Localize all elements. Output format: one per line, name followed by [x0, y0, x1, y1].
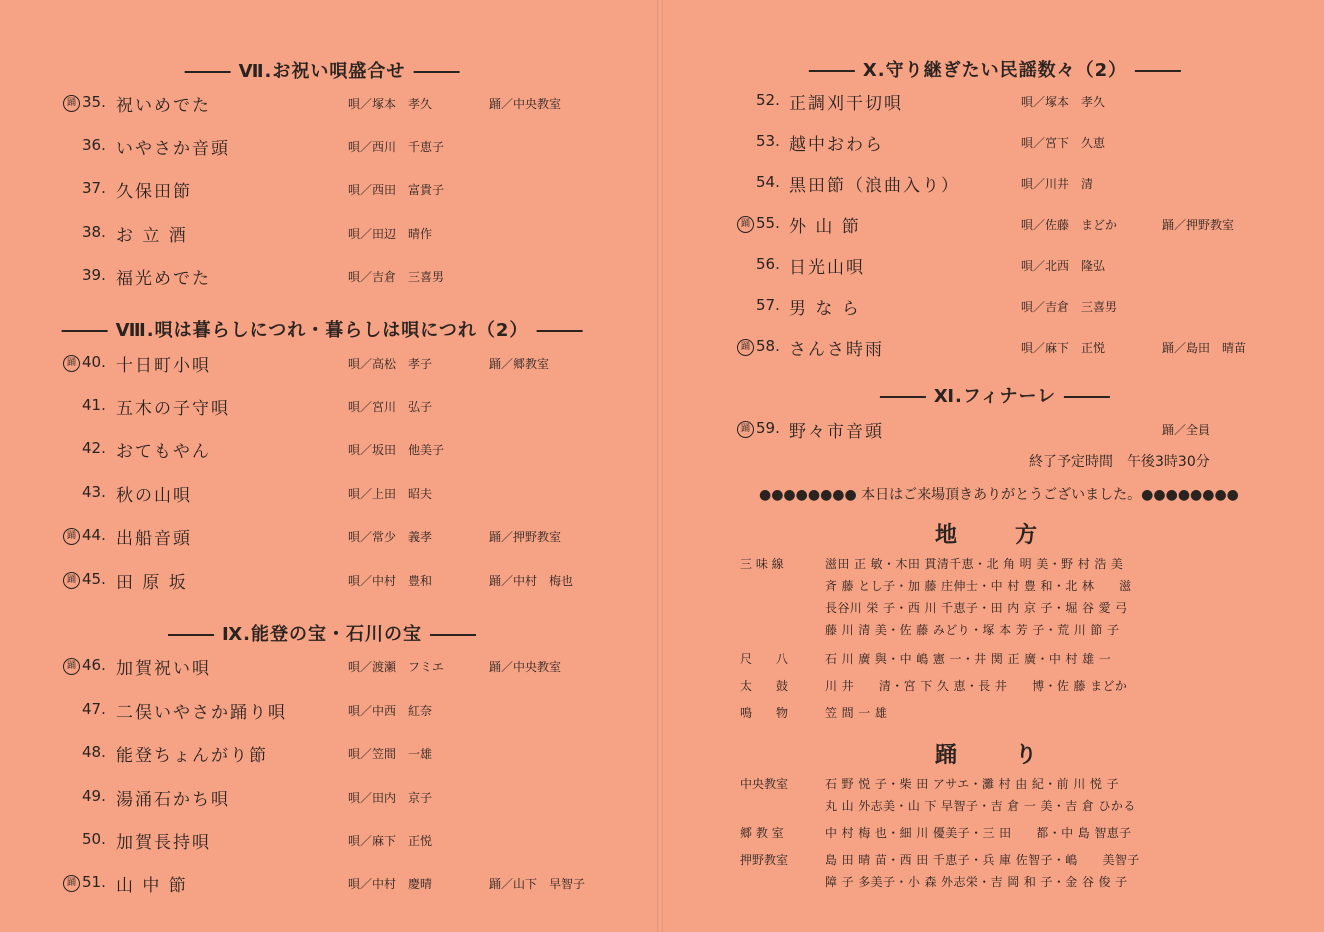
heading-rule-right: [1135, 70, 1181, 72]
item-number: 41.: [82, 396, 106, 414]
item-singer: 唄／西川 千恵子: [348, 140, 445, 154]
item-number: 55.: [756, 214, 780, 232]
section-heading: [872, 382, 1118, 408]
item-title: さんさ時雨: [789, 340, 884, 360]
item-singer: 唄／麻下 正悦: [348, 834, 433, 848]
section-heading: [801, 56, 1189, 82]
roster-names: 島 田 晴 苗・西 田 千恵子・兵 庫 佐智子・嶋 美智子: [825, 853, 1140, 867]
item-title: 黒田節（浪曲入り）: [789, 176, 960, 196]
item-number: 42.: [82, 439, 106, 457]
roster-names: 石 川 廣 與・中 嶋 憲 一・井 関 正 廣・中 村 雄 一: [825, 652, 1112, 666]
item-title: 日光山唄: [789, 258, 865, 278]
dance-mark-icon: 踊: [63, 95, 80, 112]
item-number: 39.: [82, 266, 106, 284]
roster-label: 尺 八: [740, 652, 789, 666]
section-heading: [54, 316, 591, 342]
heading-rule-left: [62, 330, 108, 332]
item-singer: 唄／麻下 正悦: [1021, 341, 1106, 355]
item-singer: 唄／渡瀬 フミエ: [348, 660, 445, 674]
item-title: 出船音頭: [116, 529, 192, 549]
item-title: 男 な ら: [789, 299, 861, 319]
roster-names: 石 野 悦 子・柴 田 アサエ・灘 村 由 紀・前 川 悦 子: [825, 777, 1119, 791]
dance-mark-icon: 踊: [63, 572, 80, 589]
section-heading-text: Ⅸ.能登の宝・石川の宝: [221, 624, 423, 645]
item-number: 51.: [82, 873, 106, 891]
roster-label: 押野教室: [740, 853, 789, 867]
roster-label: 三 味 線: [740, 557, 784, 571]
item-title: 久保田節: [116, 182, 192, 202]
item-singer: 唄／西田 富貴子: [348, 183, 445, 197]
item-number: 36.: [82, 136, 106, 154]
roster-names: 斉 藤 とし子・加 藤 庄伸士・中 村 豊 和・北 林 滋: [825, 579, 1132, 593]
heading-rule-left: [168, 634, 214, 636]
item-number: 47.: [82, 700, 106, 718]
item-singer: 唄／中村 豊和: [348, 574, 433, 588]
item-singer: 唄／塚本 孝久: [348, 97, 433, 111]
item-title: 福光めでた: [116, 269, 211, 289]
odori-title: 踊 り: [934, 743, 1056, 768]
roster-names: 川 井 清・宮 下 久 恵・長 井 博・佐 藤 まどか: [825, 679, 1128, 693]
item-dance: 踊／山下 早智子: [489, 877, 586, 891]
dance-mark-icon: 踊: [737, 216, 754, 233]
item-title: 外 山 節: [789, 217, 861, 237]
item-title: 能登ちょんがり節: [116, 746, 268, 766]
item-title: お 立 酒: [116, 226, 188, 246]
roster-names: 長谷川 栄 子・西 川 千恵子・田 内 京 子・堀 谷 愛 弓: [825, 601, 1128, 615]
item-number: 49.: [82, 787, 106, 805]
item-dance: 踊／全員: [1162, 423, 1211, 437]
item-title: 越中おわら: [789, 135, 884, 155]
heading-rule-left: [809, 70, 855, 72]
item-singer: 唄／高松 孝子: [348, 357, 433, 371]
heading-rule-left: [185, 71, 231, 73]
item-number: 44.: [82, 526, 106, 544]
item-dance: 踊／中央教室: [489, 660, 562, 674]
item-title: 祝いめでた: [116, 96, 211, 116]
roster-label: 太 鼓: [740, 679, 789, 693]
heading-rule-right: [413, 71, 459, 73]
item-title: 田 原 坂: [116, 573, 188, 593]
item-number: 46.: [82, 656, 106, 674]
item-singer: 唄／常少 義孝: [348, 530, 433, 544]
item-number: 54.: [756, 173, 780, 191]
item-number: 56.: [756, 255, 780, 273]
dance-mark-icon: 踊: [737, 339, 754, 356]
thanks-message: ●●●●●●●● 本日はご来場頂きありがとうございました。●●●●●●●●: [759, 487, 1239, 503]
roster-names: 中 村 梅 也・細 川 優美子・三 田 都・中 島 智恵子: [825, 826, 1132, 840]
item-number: 59.: [756, 419, 780, 437]
roster-label: 中央教室: [740, 777, 789, 791]
item-dance: 踊／島田 晴苗: [1162, 341, 1247, 355]
item-singer: 唄／坂田 他美子: [348, 443, 445, 457]
item-singer: 唄／中村 慶晴: [348, 877, 433, 891]
item-number: 43.: [82, 483, 106, 501]
heading-rule-left: [880, 396, 926, 398]
item-number: 37.: [82, 179, 106, 197]
end-time: 終了予定時間 午後3時30分: [1029, 454, 1210, 470]
item-number: 50.: [82, 830, 106, 848]
dance-mark-icon: 踊: [63, 658, 80, 675]
left-page: [0, 0, 657, 932]
item-title: 二俣いやさか踊り唄: [116, 703, 287, 723]
item-singer: 唄／吉倉 三喜男: [348, 270, 445, 284]
item-title: 加賀祝い唄: [116, 659, 211, 679]
item-number: 40.: [82, 353, 106, 371]
item-dance: 踊／郷教室: [489, 357, 550, 371]
section-heading: [177, 57, 468, 83]
item-singer: 唄／田内 京子: [348, 791, 433, 805]
item-dance: 踊／中央教室: [489, 97, 562, 111]
heading-rule-right: [1064, 396, 1110, 398]
heading-rule-right: [430, 634, 476, 636]
item-number: 53.: [756, 132, 780, 150]
roster-names: 丸 山 外志美・山 下 早智子・吉 倉 一 美・吉 倉 ひかる: [825, 799, 1136, 813]
item-dance: 踊／中村 梅也: [489, 574, 574, 588]
item-title: 野々市音頭: [789, 422, 884, 442]
roster-label: 郷 教 室: [740, 826, 784, 840]
item-title: いやさか音頭: [116, 139, 230, 159]
dance-mark-icon: 踊: [63, 355, 80, 372]
section-heading-text: Ⅷ.唄は暮らしにつれ・暮らしは唄につれ（2）: [115, 320, 529, 341]
roster-names: 笠 間 一 雄: [825, 706, 888, 720]
item-singer: 唄／塚本 孝久: [1021, 95, 1106, 109]
item-singer: 唄／上田 昭夫: [348, 487, 433, 501]
item-singer: 唄／佐藤 まどか: [1021, 218, 1118, 232]
item-title: 加賀長持唄: [116, 833, 211, 853]
item-singer: 唄／笠間 一雄: [348, 747, 433, 761]
item-singer: 唄／宮川 弘子: [348, 400, 433, 414]
section-heading-text: Ⅹ.守り継ぎたい民謡数々（2）: [862, 60, 1128, 81]
section-heading-text: Ⅶ.お祝い唄盛合せ: [238, 61, 406, 82]
item-title: 五木の子守唄: [116, 399, 230, 419]
section-heading: [160, 620, 484, 646]
roster-names: 藤 川 清 美・佐 藤 みどり・塚 本 芳 子・荒 川 節 子: [825, 623, 1120, 637]
item-dance: 踊／押野教室: [1162, 218, 1235, 232]
item-singer: 唄／田辺 晴作: [348, 227, 433, 241]
item-number: 38.: [82, 223, 106, 241]
item-title: 湯涌石かち唄: [116, 790, 230, 810]
item-title: 十日町小唄: [116, 356, 211, 376]
item-dance: 踊／押野教室: [489, 530, 562, 544]
roster-label: 鳴 物: [740, 706, 789, 720]
item-number: 45.: [82, 570, 106, 588]
dance-mark-icon: 踊: [63, 875, 80, 892]
item-singer: 唄／中西 紅奈: [348, 704, 433, 718]
heading-rule-right: [536, 330, 582, 332]
item-singer: 唄／宮下 久恵: [1021, 136, 1106, 150]
item-number: 48.: [82, 743, 106, 761]
dance-mark-icon: 踊: [737, 421, 754, 438]
roster-names: 滋田 正 敏・木田 貫清千恵・北 角 明 美・野 村 浩 美: [825, 557, 1124, 571]
roster-names: 障 子 多美子・小 森 外志栄・吉 岡 和 子・金 谷 俊 子: [825, 875, 1128, 889]
item-number: 58.: [756, 337, 780, 355]
item-number: 35.: [82, 93, 106, 111]
item-number: 57.: [756, 296, 780, 314]
dance-mark-icon: 踊: [63, 528, 80, 545]
item-number: 52.: [756, 91, 780, 109]
item-title: 山 中 節: [116, 876, 188, 896]
section-heading-text: Ⅺ.フィナーレ: [933, 386, 1057, 407]
item-title: 秋の山唄: [116, 486, 192, 506]
item-title: おてもやん: [116, 442, 211, 462]
item-singer: 唄／川井 清: [1021, 177, 1094, 191]
item-singer: 唄／北西 隆弘: [1021, 259, 1106, 273]
right-page: [663, 0, 1324, 932]
jikata-title: 地 方: [934, 523, 1056, 548]
item-singer: 唄／吉倉 三喜男: [1021, 300, 1118, 314]
item-title: 正調刈干切唄: [789, 94, 903, 114]
